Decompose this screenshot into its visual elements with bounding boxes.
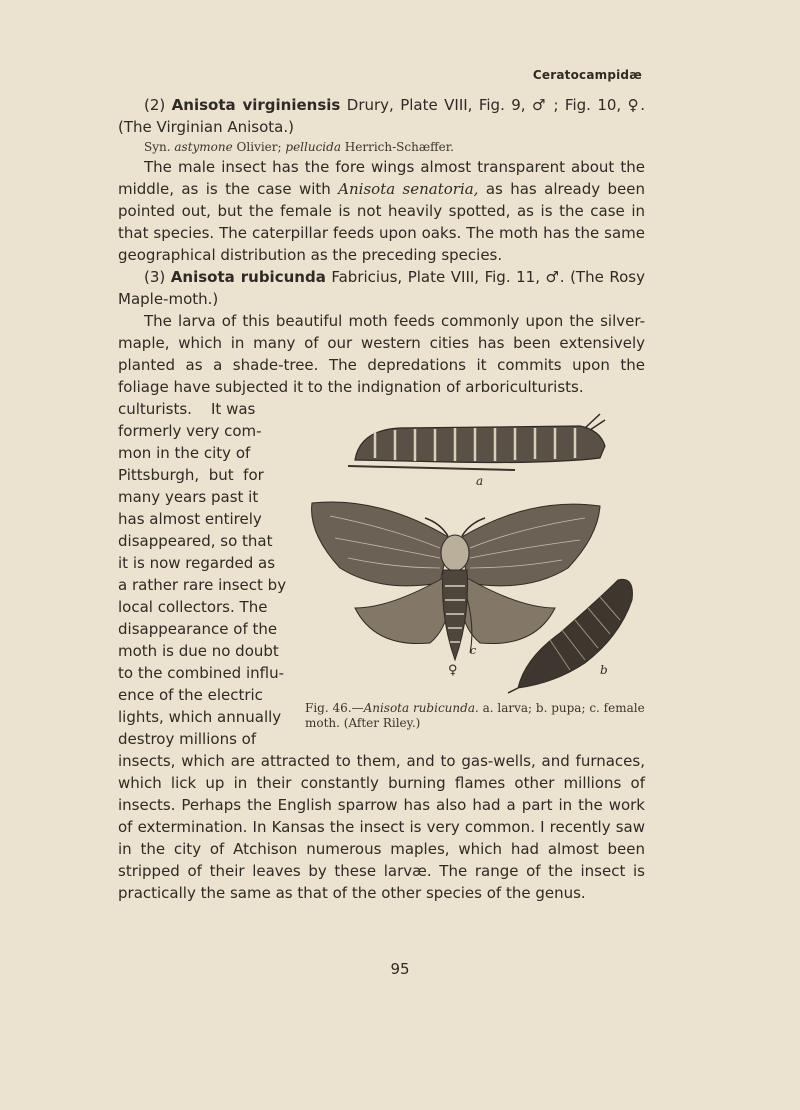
narrow-line: destroy millions of (118, 730, 257, 748)
narrow-line: moth is due no doubt (118, 642, 279, 660)
narrow-line: many years past it (118, 488, 259, 506)
page-number: 95 (390, 960, 410, 978)
narrow-line: Pittsburgh, but for (118, 466, 264, 484)
narrow-line: culturists. It was (118, 400, 256, 418)
narrow-line: it is now regarded as (118, 554, 276, 572)
species-3-name: Anisota rubicunda (170, 268, 326, 286)
figure-engraving (300, 408, 650, 698)
narrow-line: mon in the city of (118, 444, 251, 462)
syn-author-2: Herrich-Schæffer. (340, 140, 454, 154)
syn-author-1: Olivier; (232, 140, 282, 154)
narrow-line: has almost entirely (118, 510, 262, 528)
caption-rest: a. larva; b. pupa; c. female moth. (After Riley.) (305, 701, 645, 730)
narrow-line: to the combined influ- (118, 664, 285, 682)
narrow-line: local collectors. The (118, 598, 268, 616)
species-2-heading (118, 94, 645, 138)
narrow-line: a rather rare insect by (118, 576, 287, 594)
paragraph-rubicunda-intro: The larva of this beautiful moth feeds commonly upon the silver-maple, which in many of our western cities has been extensively planted as a shade-tree. The depredations it commits upon the foliage have subjected it to the indignation of arboriculturists. (118, 312, 645, 396)
paragraph-virginiensis (118, 156, 645, 266)
species-2-name: Anisota virginiensis (171, 96, 341, 114)
species-3-number: (3) (144, 268, 166, 286)
larva-illustration (348, 414, 605, 488)
species-2-citation: Drury, Plate VIII, Fig. 9, ♂ ; Fig. 10, ♀. (The Virginian Anisota.) (118, 96, 645, 136)
synonymy-line (144, 138, 645, 156)
syn-name-2: pellucida (285, 140, 341, 154)
caption-fig: Fig. 46.— (305, 701, 364, 715)
para1-italic: Anisota senatoria, (338, 180, 479, 198)
syn-label: Syn. (144, 140, 171, 154)
running-head: Ceratocampidæ (532, 68, 642, 82)
para1-text-a: The male insect has the fore wings almost transparent about the middle, as is the case with (118, 158, 645, 198)
species-3-citation: Fabricius, Plate VIII, Fig. 11, ♂. (The Rosy Maple-moth.) (118, 268, 645, 308)
label-a: a (476, 474, 484, 488)
label-female: ♀ (448, 663, 458, 678)
paragraph-rubicunda-continued: insects, which are attracted to them, and to gas-wells, and furnaces, which lick up in their constantly burning flames other millions of insects. Perhaps the English sparrow has also had a part in the work of extermination. In Kansas the insect is very common. I recently saw in the city of Atchison numerous maples, which had almost been stripped of their leaves by these larvæ. The range of the insect is practically the same as that of the other species of the genus. (118, 752, 645, 902)
label-c: c (470, 644, 477, 657)
bottom-text-block (118, 750, 645, 904)
para1-text-b: as has already been pointed out, but the female is not heavily spotted, as is the case in that species. The caterpillar feeds upon oaks. The moth has the same geographical distribution as the preceding species. (118, 180, 645, 264)
narrow-column (118, 398, 300, 750)
figure-caption (305, 701, 650, 731)
species-2-number: (2) (144, 96, 166, 114)
narrow-line: disappeared, so that (118, 532, 273, 550)
narrow-line: lights, which annually (118, 708, 282, 726)
species-3-heading (118, 266, 645, 310)
syn-name-1: astymone (174, 140, 233, 154)
figure-46 (300, 408, 650, 698)
narrow-line: disappearance of the (118, 620, 278, 638)
top-text-block (118, 94, 645, 396)
caption-species: Anisota rubicunda. (363, 701, 479, 715)
narrow-line: ence of the electric (118, 686, 263, 704)
label-b: b (600, 663, 608, 677)
narrow-line: formerly very com- (118, 422, 262, 440)
